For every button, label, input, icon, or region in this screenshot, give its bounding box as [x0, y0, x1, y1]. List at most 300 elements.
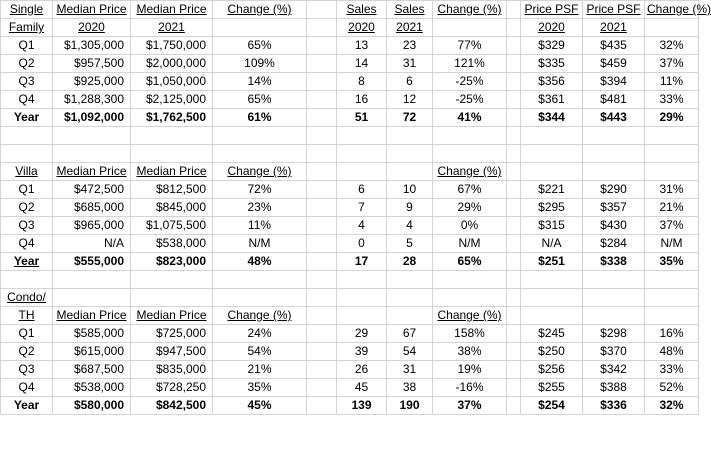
value-cell[interactable]: 0	[337, 235, 387, 253]
column-header[interactable]: Median Price	[131, 1, 213, 19]
empty-cell[interactable]	[583, 163, 645, 181]
empty-cell[interactable]	[307, 397, 337, 415]
value-cell[interactable]: 190	[387, 397, 433, 415]
column-header[interactable]: Median Price	[53, 163, 131, 181]
value-cell[interactable]: 54	[387, 343, 433, 361]
value-cell[interactable]: N/A	[53, 235, 131, 253]
value-cell[interactable]: $1,762,500	[131, 109, 213, 127]
column-header[interactable]: Median Price	[131, 163, 213, 181]
empty-cell[interactable]	[337, 127, 387, 145]
empty-cell[interactable]	[53, 289, 131, 307]
empty-cell[interactable]	[507, 343, 521, 361]
column-header[interactable]: Sales	[387, 1, 433, 19]
column-header[interactable]: Change (%)	[433, 163, 507, 181]
value-cell[interactable]: 45	[337, 379, 387, 397]
value-cell[interactable]: 5	[387, 235, 433, 253]
value-cell[interactable]: 14	[337, 55, 387, 73]
value-cell[interactable]: 54%	[213, 343, 307, 361]
value-cell[interactable]: 0%	[433, 217, 507, 235]
value-cell[interactable]: 65%	[213, 91, 307, 109]
spacer-row	[1, 127, 699, 145]
empty-cell[interactable]	[507, 199, 521, 217]
empty-cell[interactable]	[507, 253, 521, 271]
header-row	[1, 163, 699, 181]
value-cell[interactable]: 11%	[213, 217, 307, 235]
empty-cell[interactable]	[507, 37, 521, 55]
value-cell[interactable]: 51	[337, 109, 387, 127]
row-label[interactable]: Year	[1, 397, 53, 415]
value-cell[interactable]: N/M	[645, 235, 699, 253]
value-cell[interactable]: 29%	[433, 199, 507, 217]
value-cell[interactable]: 21%	[645, 199, 699, 217]
value-cell[interactable]: 7	[337, 199, 387, 217]
value-cell[interactable]: 33%	[645, 91, 699, 109]
value-cell[interactable]: $342	[583, 361, 645, 379]
value-cell[interactable]: 72	[387, 109, 433, 127]
value-cell[interactable]: 16%	[645, 325, 699, 343]
empty-cell[interactable]	[307, 181, 337, 199]
empty-cell[interactable]	[131, 145, 213, 163]
value-cell[interactable]: $481	[583, 91, 645, 109]
value-cell[interactable]: $394	[583, 73, 645, 91]
value-cell[interactable]: $725,000	[131, 325, 213, 343]
empty-cell[interactable]	[387, 307, 433, 325]
value-cell[interactable]: 17	[337, 253, 387, 271]
value-cell[interactable]: 31%	[645, 181, 699, 199]
data-row	[1, 181, 699, 199]
value-cell[interactable]: 9	[387, 199, 433, 217]
value-cell[interactable]: 65%	[213, 37, 307, 55]
empty-cell[interactable]	[307, 271, 337, 289]
value-cell[interactable]: $1,075,500	[131, 217, 213, 235]
empty-cell[interactable]	[507, 379, 521, 397]
row-label[interactable]: Q3	[1, 361, 53, 379]
value-cell[interactable]: $357	[583, 199, 645, 217]
value-cell[interactable]: $685,000	[53, 199, 131, 217]
empty-cell[interactable]	[213, 127, 307, 145]
value-cell[interactable]: $370	[583, 343, 645, 361]
empty-cell[interactable]	[337, 289, 387, 307]
empty-cell[interactable]	[507, 397, 521, 415]
value-cell[interactable]: 38	[387, 379, 433, 397]
value-cell[interactable]: 121%	[433, 55, 507, 73]
value-cell[interactable]: 48%	[645, 343, 699, 361]
value-cell[interactable]: $435	[583, 37, 645, 55]
empty-cell[interactable]	[507, 307, 521, 325]
column-header[interactable]: 2021	[387, 19, 433, 37]
value-cell[interactable]: 26	[337, 361, 387, 379]
value-cell[interactable]: $284	[583, 235, 645, 253]
value-cell[interactable]: $388	[583, 379, 645, 397]
empty-cell[interactable]	[507, 55, 521, 73]
value-cell[interactable]: $2,125,000	[131, 91, 213, 109]
value-cell[interactable]: 16	[337, 91, 387, 109]
value-cell[interactable]: 12	[387, 91, 433, 109]
value-cell[interactable]: 77%	[433, 37, 507, 55]
empty-cell[interactable]	[507, 91, 521, 109]
empty-cell[interactable]	[521, 163, 583, 181]
value-cell[interactable]: $845,000	[131, 199, 213, 217]
value-cell[interactable]: $254	[521, 397, 583, 415]
empty-cell[interactable]	[645, 19, 699, 37]
empty-cell[interactable]	[337, 145, 387, 163]
empty-cell[interactable]	[433, 127, 507, 145]
empty-cell[interactable]	[521, 307, 583, 325]
value-cell[interactable]: 65%	[433, 253, 507, 271]
empty-cell[interactable]	[337, 307, 387, 325]
value-cell[interactable]: $361	[521, 91, 583, 109]
empty-cell[interactable]	[387, 145, 433, 163]
data-row	[1, 235, 699, 253]
value-cell[interactable]: $251	[521, 253, 583, 271]
value-cell[interactable]: N/M	[213, 235, 307, 253]
empty-cell[interactable]	[307, 91, 337, 109]
value-cell[interactable]: 67%	[433, 181, 507, 199]
value-cell[interactable]: 23%	[213, 199, 307, 217]
column-header[interactable]: Sales	[337, 1, 387, 19]
value-cell[interactable]: N/A	[521, 235, 583, 253]
value-cell[interactable]: 109%	[213, 55, 307, 73]
empty-cell[interactable]	[521, 127, 583, 145]
value-cell[interactable]: 23	[387, 37, 433, 55]
empty-cell[interactable]	[521, 289, 583, 307]
value-cell[interactable]: $1,305,000	[53, 37, 131, 55]
empty-cell[interactable]	[433, 145, 507, 163]
value-cell[interactable]: $245	[521, 325, 583, 343]
empty-cell[interactable]	[213, 19, 307, 37]
empty-cell[interactable]	[307, 361, 337, 379]
empty-cell[interactable]	[307, 307, 337, 325]
value-cell[interactable]: 67	[387, 325, 433, 343]
empty-cell[interactable]	[433, 271, 507, 289]
empty-cell[interactable]	[213, 271, 307, 289]
header-row	[1, 19, 699, 37]
column-header[interactable]: 2020	[53, 19, 131, 37]
row-label[interactable]: Q4	[1, 379, 53, 397]
empty-cell[interactable]	[387, 271, 433, 289]
column-header[interactable]: Family	[1, 19, 53, 37]
empty-cell[interactable]	[307, 289, 337, 307]
value-cell[interactable]: $443	[583, 109, 645, 127]
data-row	[1, 73, 699, 91]
value-cell[interactable]: 35%	[645, 253, 699, 271]
row-label[interactable]: Q1	[1, 37, 53, 55]
value-cell[interactable]: $459	[583, 55, 645, 73]
column-header[interactable]: Change (%)	[645, 1, 699, 19]
value-cell[interactable]: $823,000	[131, 253, 213, 271]
empty-cell[interactable]	[307, 55, 337, 73]
empty-cell[interactable]	[53, 127, 131, 145]
value-cell[interactable]: 72%	[213, 181, 307, 199]
value-cell[interactable]: -16%	[433, 379, 507, 397]
value-cell[interactable]: $555,000	[53, 253, 131, 271]
value-cell[interactable]: 61%	[213, 109, 307, 127]
empty-cell[interactable]	[307, 379, 337, 397]
value-cell[interactable]: 35%	[213, 379, 307, 397]
value-cell[interactable]: 24%	[213, 325, 307, 343]
empty-cell[interactable]	[645, 145, 699, 163]
value-cell[interactable]: $728,250	[131, 379, 213, 397]
data-row	[1, 343, 699, 361]
value-cell[interactable]: $338	[583, 253, 645, 271]
empty-cell[interactable]	[307, 109, 337, 127]
column-header[interactable]: Change (%)	[433, 1, 507, 19]
value-cell[interactable]: 32%	[645, 397, 699, 415]
empty-cell[interactable]	[645, 307, 699, 325]
value-cell[interactable]: $290	[583, 181, 645, 199]
empty-cell[interactable]	[583, 145, 645, 163]
empty-cell[interactable]	[337, 163, 387, 181]
value-cell[interactable]: 31	[387, 55, 433, 73]
column-header[interactable]: Condo/	[1, 289, 53, 307]
empty-cell[interactable]	[213, 289, 307, 307]
empty-cell[interactable]	[307, 325, 337, 343]
data-row	[1, 379, 699, 397]
value-cell[interactable]: $1,288,300	[53, 91, 131, 109]
header-row	[1, 307, 699, 325]
empty-cell[interactable]	[521, 271, 583, 289]
column-header[interactable]: Price PSF	[521, 1, 583, 19]
value-cell[interactable]: $356	[521, 73, 583, 91]
value-cell[interactable]: $1,050,000	[131, 73, 213, 91]
value-cell[interactable]: $315	[521, 217, 583, 235]
empty-cell[interactable]	[507, 271, 521, 289]
value-cell[interactable]: 21%	[213, 361, 307, 379]
empty-cell[interactable]	[387, 163, 433, 181]
value-cell[interactable]: $221	[521, 181, 583, 199]
value-cell[interactable]: 4	[387, 217, 433, 235]
empty-cell[interactable]	[307, 343, 337, 361]
empty-cell[interactable]	[507, 1, 521, 19]
value-cell[interactable]: 31	[387, 361, 433, 379]
row-label[interactable]: Q2	[1, 55, 53, 73]
value-cell[interactable]: 37%	[645, 217, 699, 235]
row-label[interactable]: Q2	[1, 343, 53, 361]
empty-cell[interactable]	[507, 235, 521, 253]
column-header[interactable]: Median Price	[131, 307, 213, 325]
column-header[interactable]: 2020	[337, 19, 387, 37]
value-cell[interactable]: $615,000	[53, 343, 131, 361]
value-cell[interactable]: $250	[521, 343, 583, 361]
empty-cell[interactable]	[53, 271, 131, 289]
empty-cell[interactable]	[307, 253, 337, 271]
value-cell[interactable]: $580,000	[53, 397, 131, 415]
value-cell[interactable]: N/M	[433, 235, 507, 253]
value-cell[interactable]: 37%	[645, 55, 699, 73]
data-row	[1, 199, 699, 217]
value-cell[interactable]: 158%	[433, 325, 507, 343]
row-label[interactable]: Year	[1, 109, 53, 127]
header-row	[1, 1, 699, 19]
empty-cell[interactable]	[507, 73, 521, 91]
column-header[interactable]: TH	[1, 307, 53, 325]
empty-cell[interactable]	[387, 289, 433, 307]
row-label[interactable]: Q1	[1, 325, 53, 343]
empty-cell[interactable]	[507, 127, 521, 145]
value-cell[interactable]: 8	[337, 73, 387, 91]
value-cell[interactable]: $2,000,000	[131, 55, 213, 73]
empty-cell[interactable]	[387, 127, 433, 145]
value-cell[interactable]: $1,750,000	[131, 37, 213, 55]
empty-cell[interactable]	[521, 145, 583, 163]
value-cell[interactable]: $335	[521, 55, 583, 73]
empty-cell[interactable]	[583, 307, 645, 325]
value-cell[interactable]: 29	[337, 325, 387, 343]
empty-cell[interactable]	[1, 145, 53, 163]
column-header[interactable]: Change (%)	[213, 307, 307, 325]
value-cell[interactable]: 38%	[433, 343, 507, 361]
row-label[interactable]: Year	[1, 253, 53, 271]
value-cell[interactable]: $925,000	[53, 73, 131, 91]
column-header[interactable]: 2021	[583, 19, 645, 37]
row-label[interactable]: Q3	[1, 73, 53, 91]
empty-cell[interactable]	[131, 127, 213, 145]
total-row	[1, 253, 699, 271]
column-header[interactable]: Change (%)	[213, 1, 307, 19]
column-header[interactable]: Change (%)	[433, 307, 507, 325]
empty-cell[interactable]	[507, 181, 521, 199]
empty-cell[interactable]	[507, 163, 521, 181]
empty-cell[interactable]	[507, 361, 521, 379]
empty-cell[interactable]	[507, 289, 521, 307]
empty-cell[interactable]	[307, 199, 337, 217]
value-cell[interactable]: $298	[583, 325, 645, 343]
value-cell[interactable]: 41%	[433, 109, 507, 127]
row-label[interactable]: Q4	[1, 91, 53, 109]
value-cell[interactable]: 10	[387, 181, 433, 199]
header-row	[1, 289, 699, 307]
empty-cell[interactable]	[53, 145, 131, 163]
value-cell[interactable]: 19%	[433, 361, 507, 379]
value-cell[interactable]: 139	[337, 397, 387, 415]
value-cell[interactable]: $957,500	[53, 55, 131, 73]
empty-cell[interactable]	[131, 289, 213, 307]
value-cell[interactable]: $947,500	[131, 343, 213, 361]
row-label[interactable]: Q2	[1, 199, 53, 217]
empty-cell[interactable]	[1, 271, 53, 289]
data-row	[1, 55, 699, 73]
value-cell[interactable]: $835,000	[131, 361, 213, 379]
value-cell[interactable]: -25%	[433, 73, 507, 91]
value-cell[interactable]: $965,000	[53, 217, 131, 235]
empty-cell[interactable]	[433, 289, 507, 307]
value-cell[interactable]: $344	[521, 109, 583, 127]
value-cell[interactable]: $812,500	[131, 181, 213, 199]
value-cell[interactable]: 13	[337, 37, 387, 55]
value-cell[interactable]: $255	[521, 379, 583, 397]
empty-cell[interactable]	[307, 1, 337, 19]
empty-cell[interactable]	[337, 271, 387, 289]
empty-cell[interactable]	[307, 127, 337, 145]
empty-cell[interactable]	[507, 325, 521, 343]
empty-cell[interactable]	[433, 19, 507, 37]
value-cell[interactable]: 45%	[213, 397, 307, 415]
value-cell[interactable]: 33%	[645, 361, 699, 379]
spacer-row	[1, 271, 699, 289]
value-cell[interactable]: $336	[583, 397, 645, 415]
column-header[interactable]: Median Price	[53, 1, 131, 19]
empty-cell[interactable]	[307, 235, 337, 253]
empty-cell[interactable]	[507, 19, 521, 37]
empty-cell[interactable]	[645, 163, 699, 181]
empty-cell[interactable]	[507, 145, 521, 163]
empty-cell[interactable]	[131, 271, 213, 289]
empty-cell[interactable]	[1, 127, 53, 145]
empty-cell[interactable]	[645, 127, 699, 145]
empty-cell[interactable]	[583, 127, 645, 145]
row-label[interactable]: Q4	[1, 235, 53, 253]
value-cell[interactable]: 48%	[213, 253, 307, 271]
empty-cell[interactable]	[213, 145, 307, 163]
total-row	[1, 397, 699, 415]
value-cell[interactable]: $430	[583, 217, 645, 235]
value-cell[interactable]: $538,000	[53, 379, 131, 397]
value-cell[interactable]: 39	[337, 343, 387, 361]
empty-cell[interactable]	[507, 109, 521, 127]
value-cell[interactable]: 32%	[645, 37, 699, 55]
value-cell[interactable]: $295	[521, 199, 583, 217]
empty-cell[interactable]	[583, 271, 645, 289]
empty-cell[interactable]	[307, 217, 337, 235]
spreadsheet-body	[1, 1, 711, 415]
value-cell[interactable]: $1,092,000	[53, 109, 131, 127]
value-cell[interactable]: $842,500	[131, 397, 213, 415]
data-row	[1, 91, 699, 109]
column-header[interactable]: Median Price	[53, 307, 131, 325]
empty-cell[interactable]	[307, 37, 337, 55]
data-row	[1, 361, 699, 379]
empty-cell[interactable]	[583, 289, 645, 307]
column-header[interactable]: Price PSF	[583, 1, 645, 19]
value-cell[interactable]: 14%	[213, 73, 307, 91]
value-cell[interactable]: $687,500	[53, 361, 131, 379]
empty-cell[interactable]	[307, 163, 337, 181]
empty-cell[interactable]	[307, 19, 337, 37]
value-cell[interactable]: $256	[521, 361, 583, 379]
column-header[interactable]: 2020	[521, 19, 583, 37]
empty-cell[interactable]	[645, 271, 699, 289]
total-row	[1, 109, 699, 127]
value-cell[interactable]: 28	[387, 253, 433, 271]
column-header[interactable]: 2021	[131, 19, 213, 37]
data-row	[1, 37, 699, 55]
data-row	[1, 217, 699, 235]
empty-cell[interactable]	[307, 145, 337, 163]
value-cell[interactable]: $538,000	[131, 235, 213, 253]
value-cell[interactable]: 4	[337, 217, 387, 235]
value-cell[interactable]: -25%	[433, 91, 507, 109]
value-cell[interactable]: 37%	[433, 397, 507, 415]
value-cell[interactable]: $585,000	[53, 325, 131, 343]
column-header[interactable]: Villa	[1, 163, 53, 181]
row-label[interactable]: Q1	[1, 181, 53, 199]
value-cell[interactable]: 6	[387, 73, 433, 91]
value-cell[interactable]: 52%	[645, 379, 699, 397]
value-cell[interactable]: $329	[521, 37, 583, 55]
header-row	[1, 145, 699, 163]
column-header[interactable]: Single	[1, 1, 53, 19]
value-cell[interactable]: $472,500	[53, 181, 131, 199]
empty-cell[interactable]	[307, 73, 337, 91]
row-label[interactable]: Q3	[1, 217, 53, 235]
value-cell[interactable]: 11%	[645, 73, 699, 91]
empty-cell[interactable]	[645, 289, 699, 307]
data-row	[1, 325, 699, 343]
value-cell[interactable]: 29%	[645, 109, 699, 127]
value-cell[interactable]: 6	[337, 181, 387, 199]
empty-cell[interactable]	[507, 217, 521, 235]
column-header[interactable]: Change (%)	[213, 163, 307, 181]
